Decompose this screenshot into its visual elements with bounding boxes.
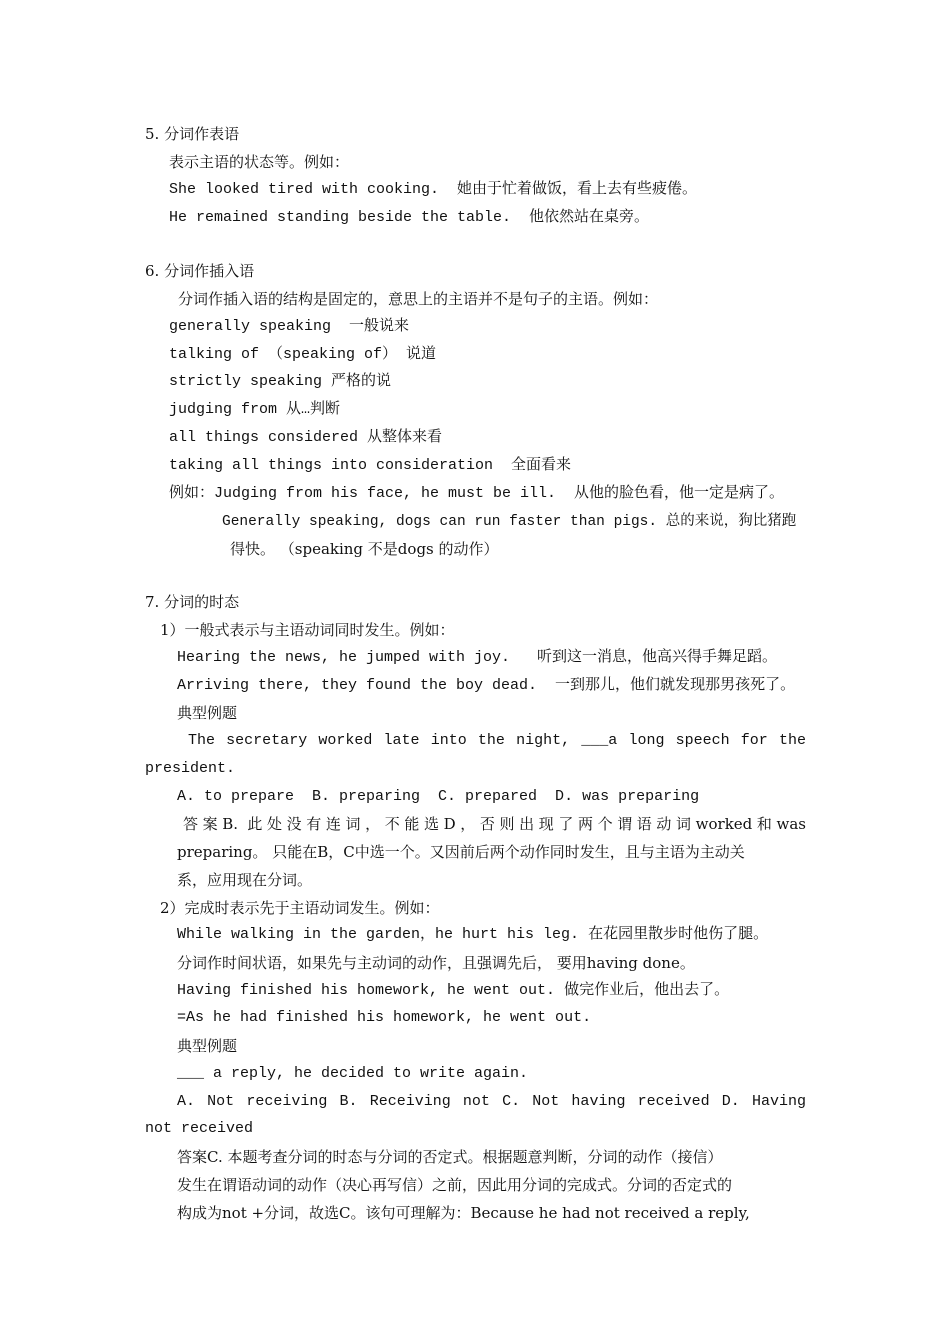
section-5-line-1: 表示主语的状态等。例如： bbox=[169, 153, 350, 171]
section-7-line-20: 答案C. 本题考查分词的时态与分词的否定式。根据题意判断，分词的动作（接信） bbox=[177, 1148, 723, 1166]
section-7-line-11: 2）完成时表示先于主语动词发生。例如： bbox=[160, 899, 440, 917]
section-7-line-19: not received bbox=[145, 1120, 254, 1137]
section-7-line-7: A. to prepare B. preparing C. prepared D. was preparing bbox=[177, 788, 700, 805]
section-6-line-1: 分词作插入语的结构是固定的，意思上的主语并不是句子的主语。例如： bbox=[178, 290, 659, 308]
section-7-line-18: A. Not receiving B. Receiving not C. Not having received D. Having bbox=[177, 1093, 806, 1110]
section-6-line-7: taking all things into consideration 全面看来 bbox=[169, 457, 572, 474]
section-6-line-10: 得快。 （speaking 不是dogs 的动作） bbox=[230, 540, 499, 558]
section-5-heading: 5. 分词作表语 bbox=[145, 125, 240, 143]
section-7-line-12: While walking in the garden，he hurt his leg. 在花园里散步时他伤了腿。 bbox=[177, 926, 769, 943]
section-7-line-17: ___ a reply, he decided to write again. bbox=[177, 1065, 529, 1082]
section-7-line-16: 典型例题 bbox=[177, 1037, 238, 1055]
section-6-line-3: talking of （speaking of） 说道 bbox=[169, 346, 437, 363]
section-7-line-6: president. bbox=[145, 760, 236, 777]
section-7-line-3: Arriving there, they found the boy dead. 一到那儿，他们就发现那男孩死了。 bbox=[177, 677, 796, 694]
section-5-line-3: He remained standing beside the table. 他依然站在桌旁。 bbox=[169, 209, 650, 226]
section-7-line-1: 1）一般式表示与主语动词同时发生。例如： bbox=[160, 621, 455, 639]
section-7-line-21: 发生在谓语动词的动作（决心再写信）之前，因此用分词的完成式。分词的否定式的 bbox=[177, 1176, 733, 1194]
section-6-line-8: 例如：Judging from his face, he must be ill. 从他的脸色看，他一定是病了。 bbox=[169, 485, 785, 502]
section-6-line-9: Generally speaking, dogs can run faster than pigs. 总的来说，狗比猪跑 bbox=[222, 514, 797, 530]
section-7-line-5: The secretary worked late into the night, ___a long speech for the bbox=[188, 732, 806, 749]
section-7-line-2: Hearing the news, he jumped with joy. 听到这一消息，他高兴得手舞足蹈。 bbox=[177, 649, 778, 666]
section-5-line-2: She looked tired with cooking. 她由于忙着做饭，看上去有些疲倦。 bbox=[169, 181, 698, 198]
section-6-line-2: generally speaking 一般说来 bbox=[169, 318, 410, 335]
section-7-heading: 7. 分词的时态 bbox=[145, 593, 240, 611]
section-7-line-4: 典型例题 bbox=[177, 704, 238, 722]
section-7-line-10: 系，应用现在分词。 bbox=[177, 871, 313, 889]
section-6-line-6: all things considered 从整体来看 bbox=[169, 429, 443, 446]
section-7-line-8: 答案B. 此处没有连词，不能选D，否则出现了两个谓语动词worked和was bbox=[183, 815, 806, 833]
section-6-line-4: strictly speaking 严格的说 bbox=[169, 373, 392, 390]
section-7-line-9: preparing。 只能在B，C中选一个。又因前后两个动作同时发生，且与主语为主动关 bbox=[177, 843, 745, 861]
section-7-line-13: 分词作时间状语，如果先与主动词的动作，且强调先后， 要用having done。 bbox=[177, 954, 695, 972]
section-7-line-22: 构成为not +分词，故选C。该句可理解为：Because he had not received a reply, bbox=[177, 1204, 750, 1222]
section-6-heading: 6. 分词作插入语 bbox=[145, 262, 255, 280]
section-6-line-5: judging from 从…判断 bbox=[169, 401, 341, 418]
section-7-line-14: Having finished his homework, he went out. 做完作业后，他出去了。 bbox=[177, 982, 730, 999]
section-7-line-15: =As he had finished his homework, he went out. bbox=[177, 1009, 592, 1026]
